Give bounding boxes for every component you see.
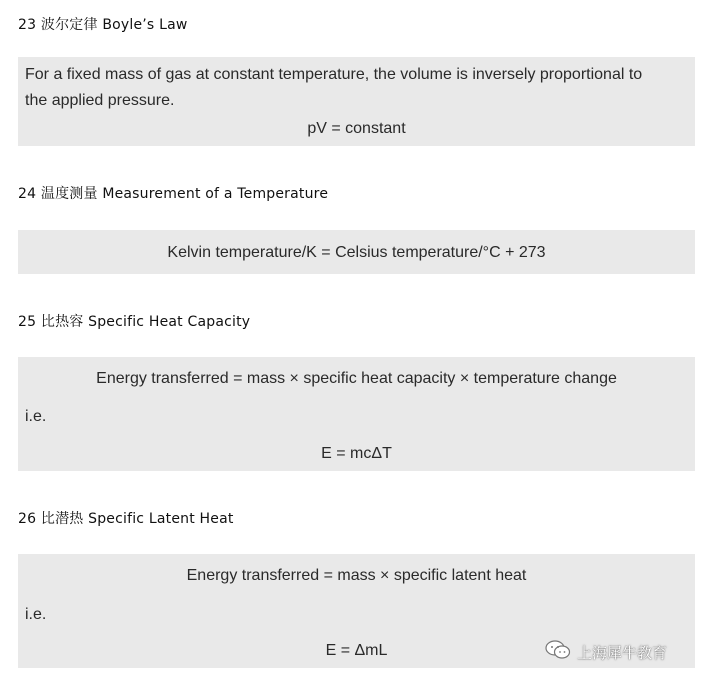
specific-heat-ie: i.e. [25,408,47,425]
section-heading-temperature: 24 温度测量 Measurement of a Temperature [18,186,329,202]
latent-heat-formula: E = ΔmL [325,642,388,659]
temperature-formula: Kelvin temperature/K = Celsius temperature/°C + 273 [167,244,546,261]
latent-heat-text: Energy transferred = mass × specific latent heat [186,567,527,584]
section-heading-boyles-law: 23 波尔定律 Boyle’s Law [18,17,188,33]
temperature-box [18,230,695,274]
section-heading-latent-heat: 26 比潜热 Specific Latent Heat [18,511,234,527]
specific-heat-formula: E = mcΔT [321,445,392,462]
specific-heat-text: Energy transferred = mass × specific heat capacity × temperature change [96,370,617,387]
boyles-law-formula: pV = constant [307,120,406,137]
section-heading-specific-heat: 25 比热容 Specific Heat Capacity [18,314,251,330]
specific-heat-box [18,357,695,471]
watermark-text: 上海犀牛教育 [577,643,668,662]
boyles-law-text-line2: the applied pressure. [25,92,175,109]
boyles-law-box [18,57,695,146]
boyles-law-text-line1: For a fixed mass of gas at constant temperature, the volume is inversely proportional to [25,66,643,83]
latent-heat-ie: i.e. [25,606,47,623]
watermark [545,640,667,664]
wechat-icon [545,640,577,664]
